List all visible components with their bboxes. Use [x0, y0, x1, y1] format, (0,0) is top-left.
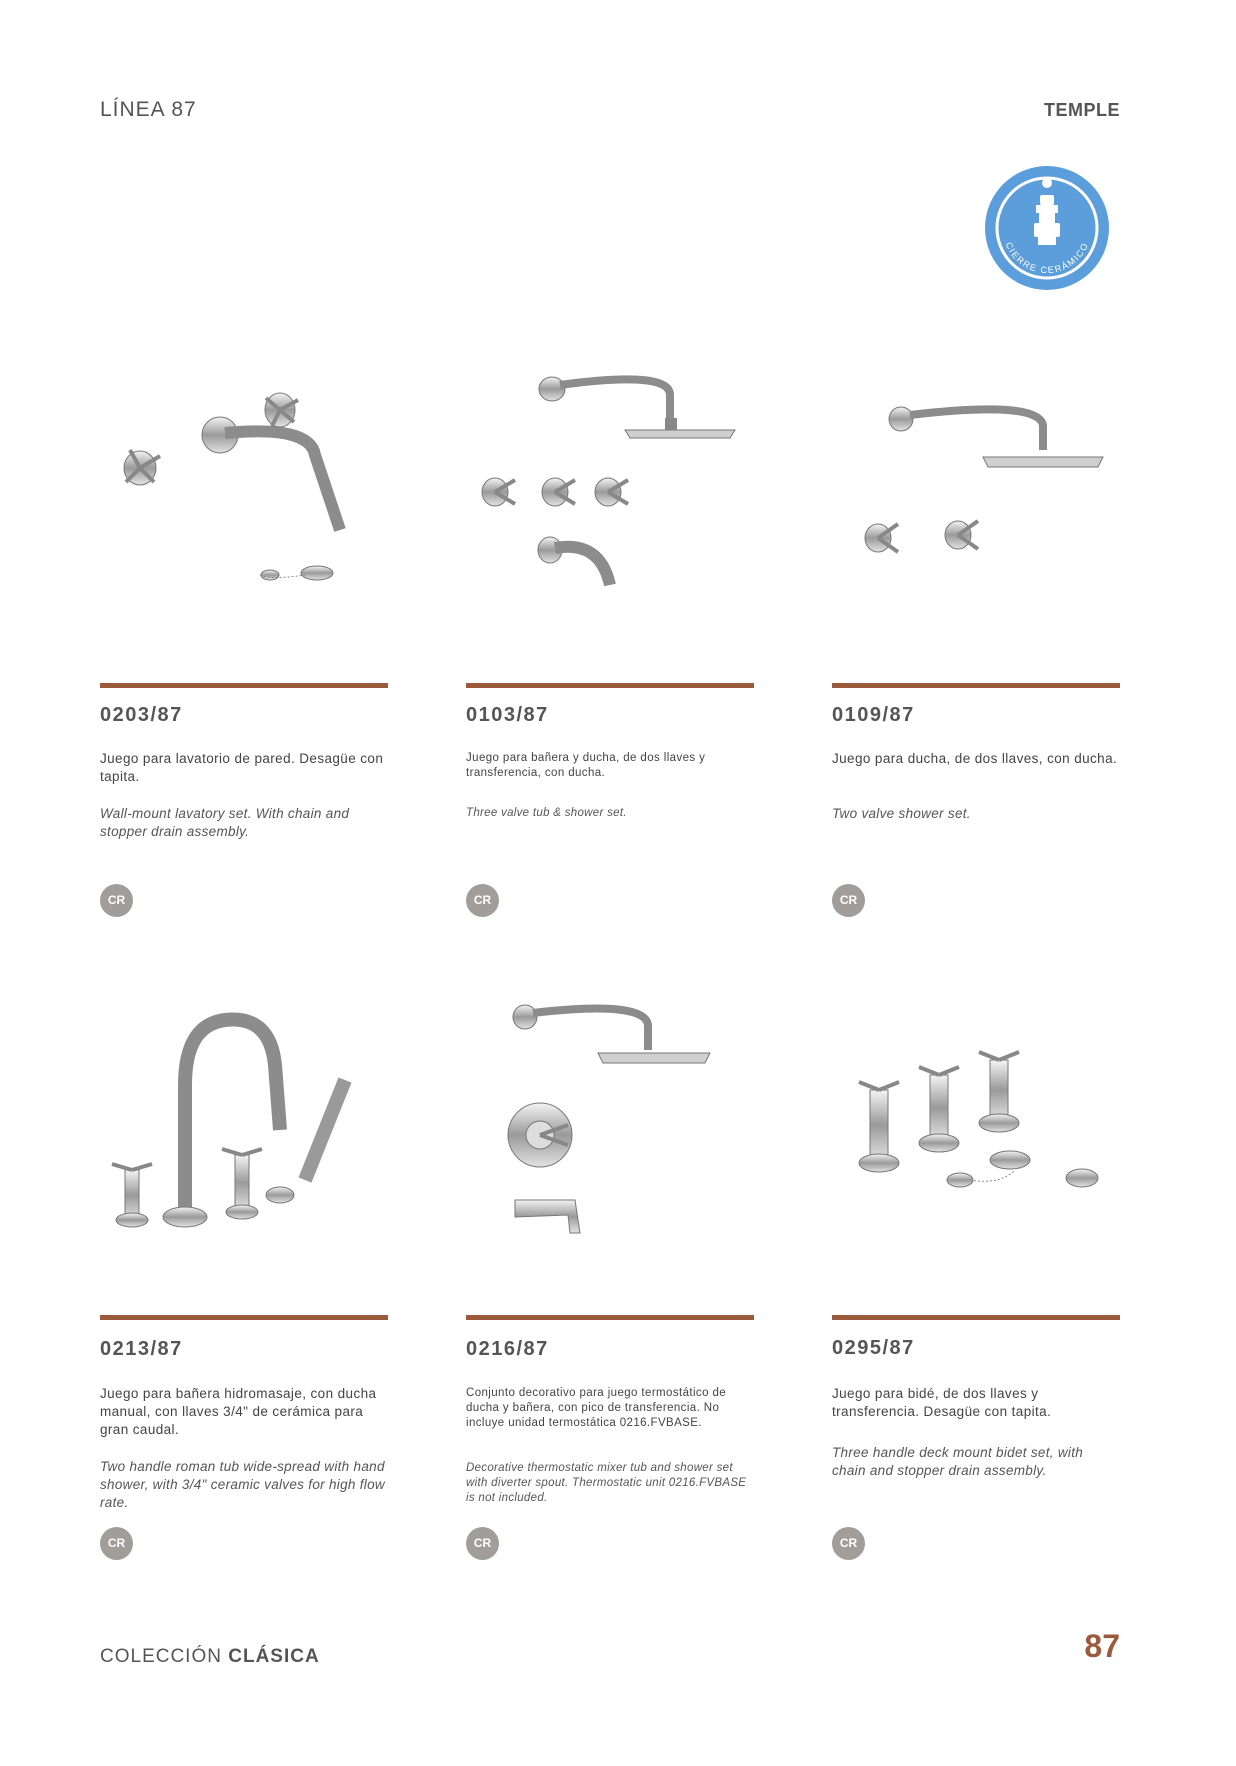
product-image-bidet [840, 1035, 1115, 1205]
product-description-es: Juego para bidé, de dos llaves y transferencia. Desagüe con tapita. [832, 1386, 1052, 1419]
line-name: TEMPLE [1043, 100, 1120, 120]
product-image-thermostatic [500, 995, 720, 1245]
product-image-wall-lavatory [110, 385, 370, 590]
product-description-en: Two handle roman tub wide-spread with hand shower, with 3/4" ceramic valves for high flow rate. [100, 1459, 385, 1510]
section-rule [466, 1315, 754, 1320]
product-code: 0213/87 [100, 1338, 183, 1360]
section-rule [832, 1315, 1120, 1320]
product-description-en: Wall-mount lavatory set. With chain and stopper drain assembly. [100, 806, 350, 839]
product-description-en: Three valve tub & shower set. [466, 807, 627, 819]
section-rule [100, 683, 388, 688]
product-description-en: Two valve shower set. [832, 806, 971, 821]
section-rule [100, 1315, 388, 1320]
product-description-en: Three handle deck mount bidet set, with chain and stopper drain assembly. [832, 1445, 1084, 1478]
section-rule [466, 683, 754, 688]
product-image-shower [848, 395, 1118, 565]
finish-badge: CR [832, 1527, 865, 1560]
product-code: 0203/87 [100, 704, 183, 726]
product-code: 0109/87 [832, 704, 915, 726]
finish-badge: CR [466, 1527, 499, 1560]
product-image-roman-tub [105, 1005, 385, 1245]
product-description-es: Juego para bañera y ducha, de dos llaves y transferencia, con ducha. [466, 752, 706, 779]
collection-label: COLECCIÓN CLÁSICA [100, 1646, 320, 1667]
finish-badge: CR [100, 884, 133, 917]
svg-text:CIERRE CERÁMICO: CIERRE CERÁMICO [1003, 240, 1091, 276]
product-description-es: Juego para lavatorio de pared. Desagüe con tapita. [100, 751, 384, 784]
product-description-en: Decorative thermostatic mixer tub and shower set with diverter spout. Thermostatic unit 0216.FVBASE is not included. [466, 1462, 747, 1504]
section-rule [832, 683, 1120, 688]
product-code: 0216/87 [466, 1338, 549, 1360]
series-title: LÍNEA 87 [100, 98, 197, 121]
product-image-tub-shower [470, 360, 740, 600]
product-description-es: Juego para ducha, de dos llaves, con ducha. [832, 751, 1118, 766]
product-code: 0103/87 [466, 704, 549, 726]
page-number: 87 [1084, 1628, 1120, 1664]
finish-badge: CR [100, 1527, 133, 1560]
collection-name: CLÁSICA [228, 1646, 320, 1667]
product-code: 0295/87 [832, 1337, 915, 1359]
product-description-es: Conjunto decorativo para juego termostático de ducha y bañera, con pico de transferencia. No incluye unidad termostática 0216.FVBASE. [466, 1387, 727, 1429]
ceramic-closure-badge [984, 165, 1110, 291]
finish-badge: CR [466, 884, 499, 917]
finish-badge: CR [832, 884, 865, 917]
product-description-es: Juego para bañera hidromasaje, con ducha manual, con llaves 3/4" de cerámica para gran caudal. [100, 1386, 377, 1437]
